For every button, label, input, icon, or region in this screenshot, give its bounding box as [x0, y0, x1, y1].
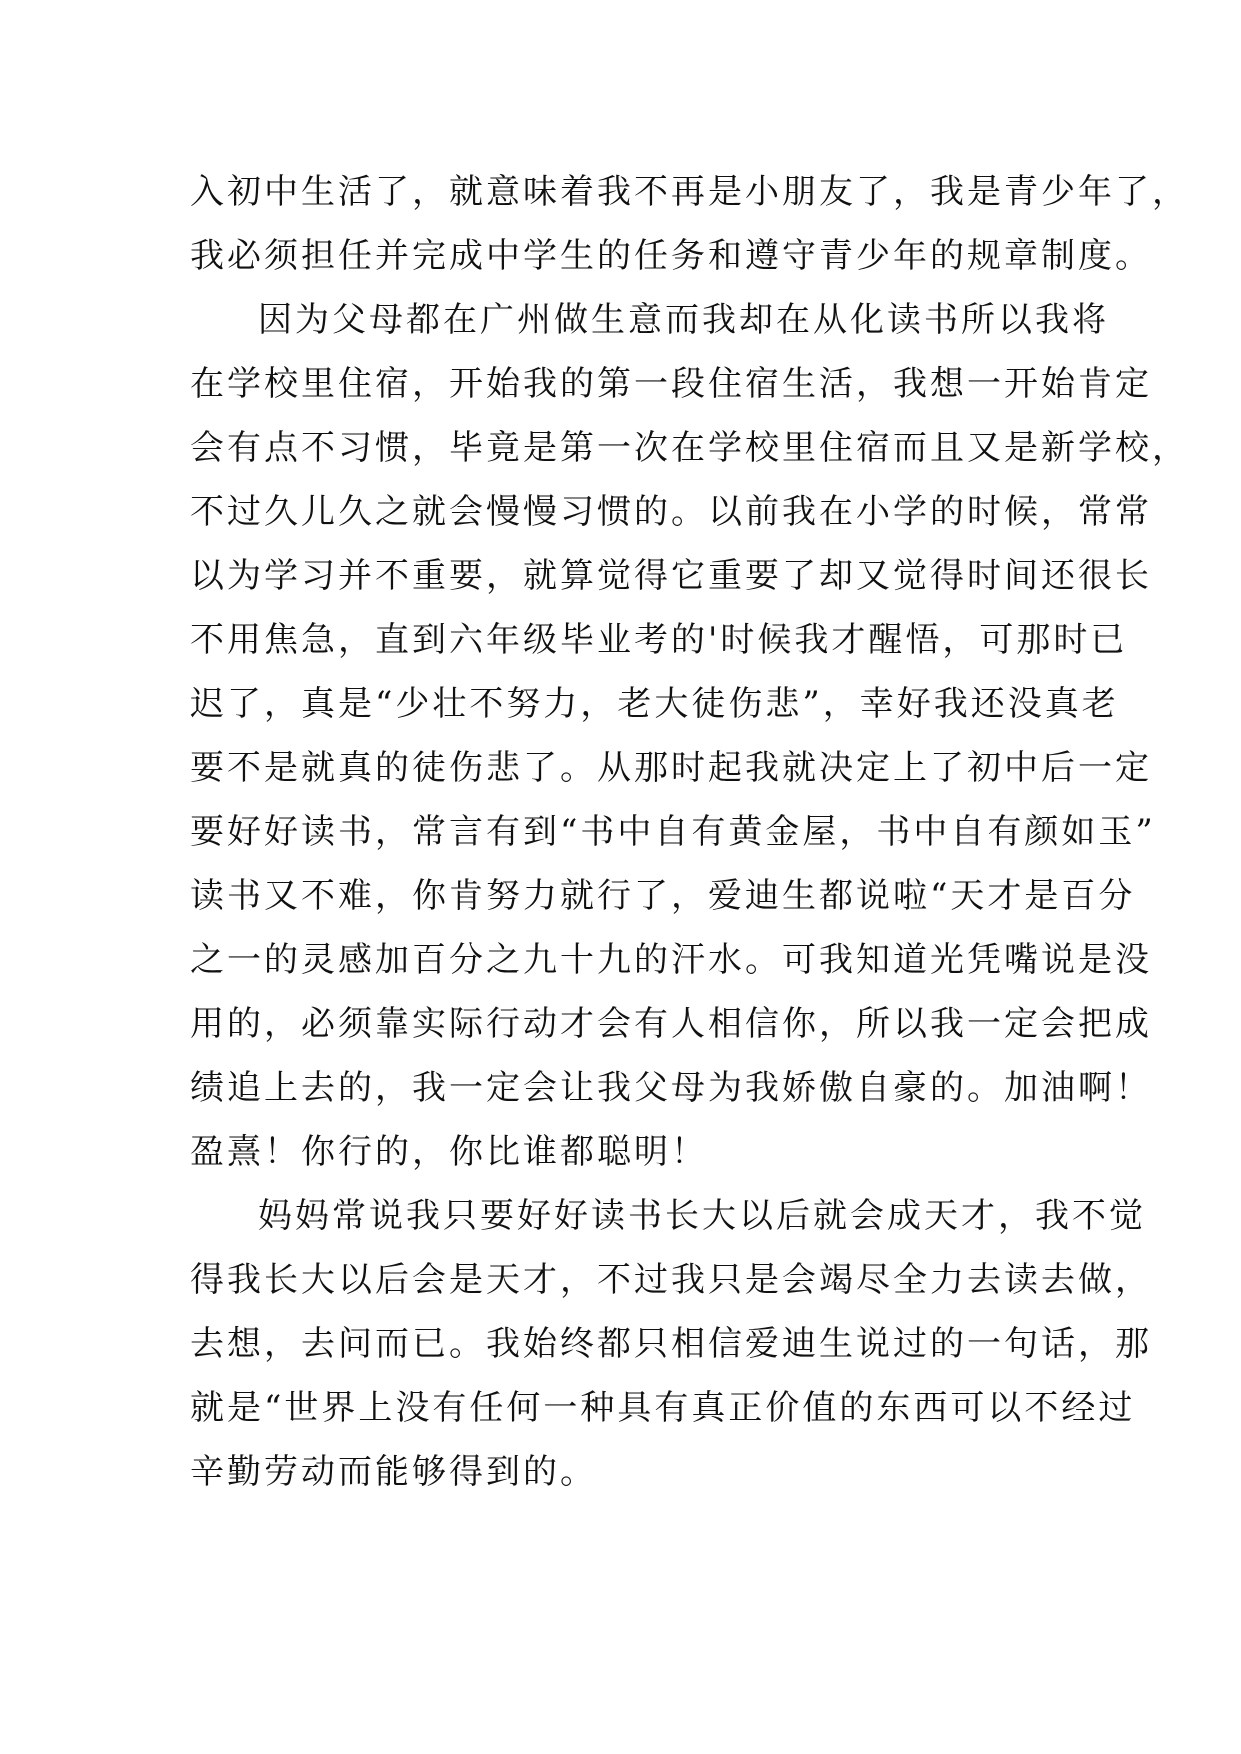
text-line: 之一的灵感加百分之九十九的汗水。可我知道光凭嘴说是没 — [190, 940, 1152, 980]
text-line: 读书又不难，你肯努力就行了，爱迪生都说啦“天才是百分 — [190, 876, 1136, 916]
paragraph-start-line: 因为父母都在广州做生意而我却在从化读书所以我将 — [258, 300, 1109, 340]
paragraph-start-line: 妈妈常说我只要好好读书长大以后就会成天才，我不觉 — [258, 1196, 1146, 1236]
text-line: 以为学习并不重要，就算觉得它重要了却又觉得时间还很长 — [190, 556, 1152, 596]
text-line: 就是“世界上没有任何一种具有真正价值的东西可以不经过 — [190, 1388, 1136, 1428]
text-line: 我必须担任并完成中学生的任务和遵守青少年的规章制度。 — [190, 236, 1152, 276]
text-line: 迟了，真是“少壮不努力，老大徒伤悲”，幸好我还没真老 — [190, 684, 1119, 724]
text-line: 去想，去问而已。我始终都只相信爱迪生说过的一句话，那 — [190, 1324, 1152, 1364]
text-line: 入初中生活了，就意味着我不再是小朋友了，我是青少年了， — [190, 172, 1189, 212]
text-line: 绩追上去的，我一定会让我父母为我娇傲自豪的。加油啊！ — [190, 1068, 1152, 1108]
text-line: 会有点不习惯，毕竟是第一次在学校里住宿而且又是新学校， — [190, 428, 1189, 468]
text-line: 不过久儿久之就会慢慢习惯的。以前我在小学的时候，常常 — [190, 492, 1152, 532]
paragraph-end-line: 辛勤劳动而能够得到的。 — [190, 1452, 597, 1492]
text-line: 要不是就真的徒伤悲了。从那时起我就决定上了初中后一定 — [190, 748, 1152, 788]
text-line: 得我长大以后会是天才，不过我只是会竭尽全力去读去做， — [190, 1260, 1152, 1300]
paragraph-end-line: 盈熹！你行的，你比谁都聪明！ — [190, 1132, 708, 1172]
text-line: 在学校里住宿，开始我的第一段住宿生活，我想一开始肯定 — [190, 364, 1152, 404]
text-line: 不用焦急，直到六年级毕业考的'时候我才醒悟，可那时已 — [190, 620, 1128, 660]
text-line: 要好好读书，常言有到“书中自有黄金屋，书中自有颜如玉” — [190, 812, 1156, 852]
document-body — [190, 160, 1189, 1504]
text-line: 用的，必须靠实际行动才会有人相信你，所以我一定会把成 — [190, 1004, 1152, 1044]
